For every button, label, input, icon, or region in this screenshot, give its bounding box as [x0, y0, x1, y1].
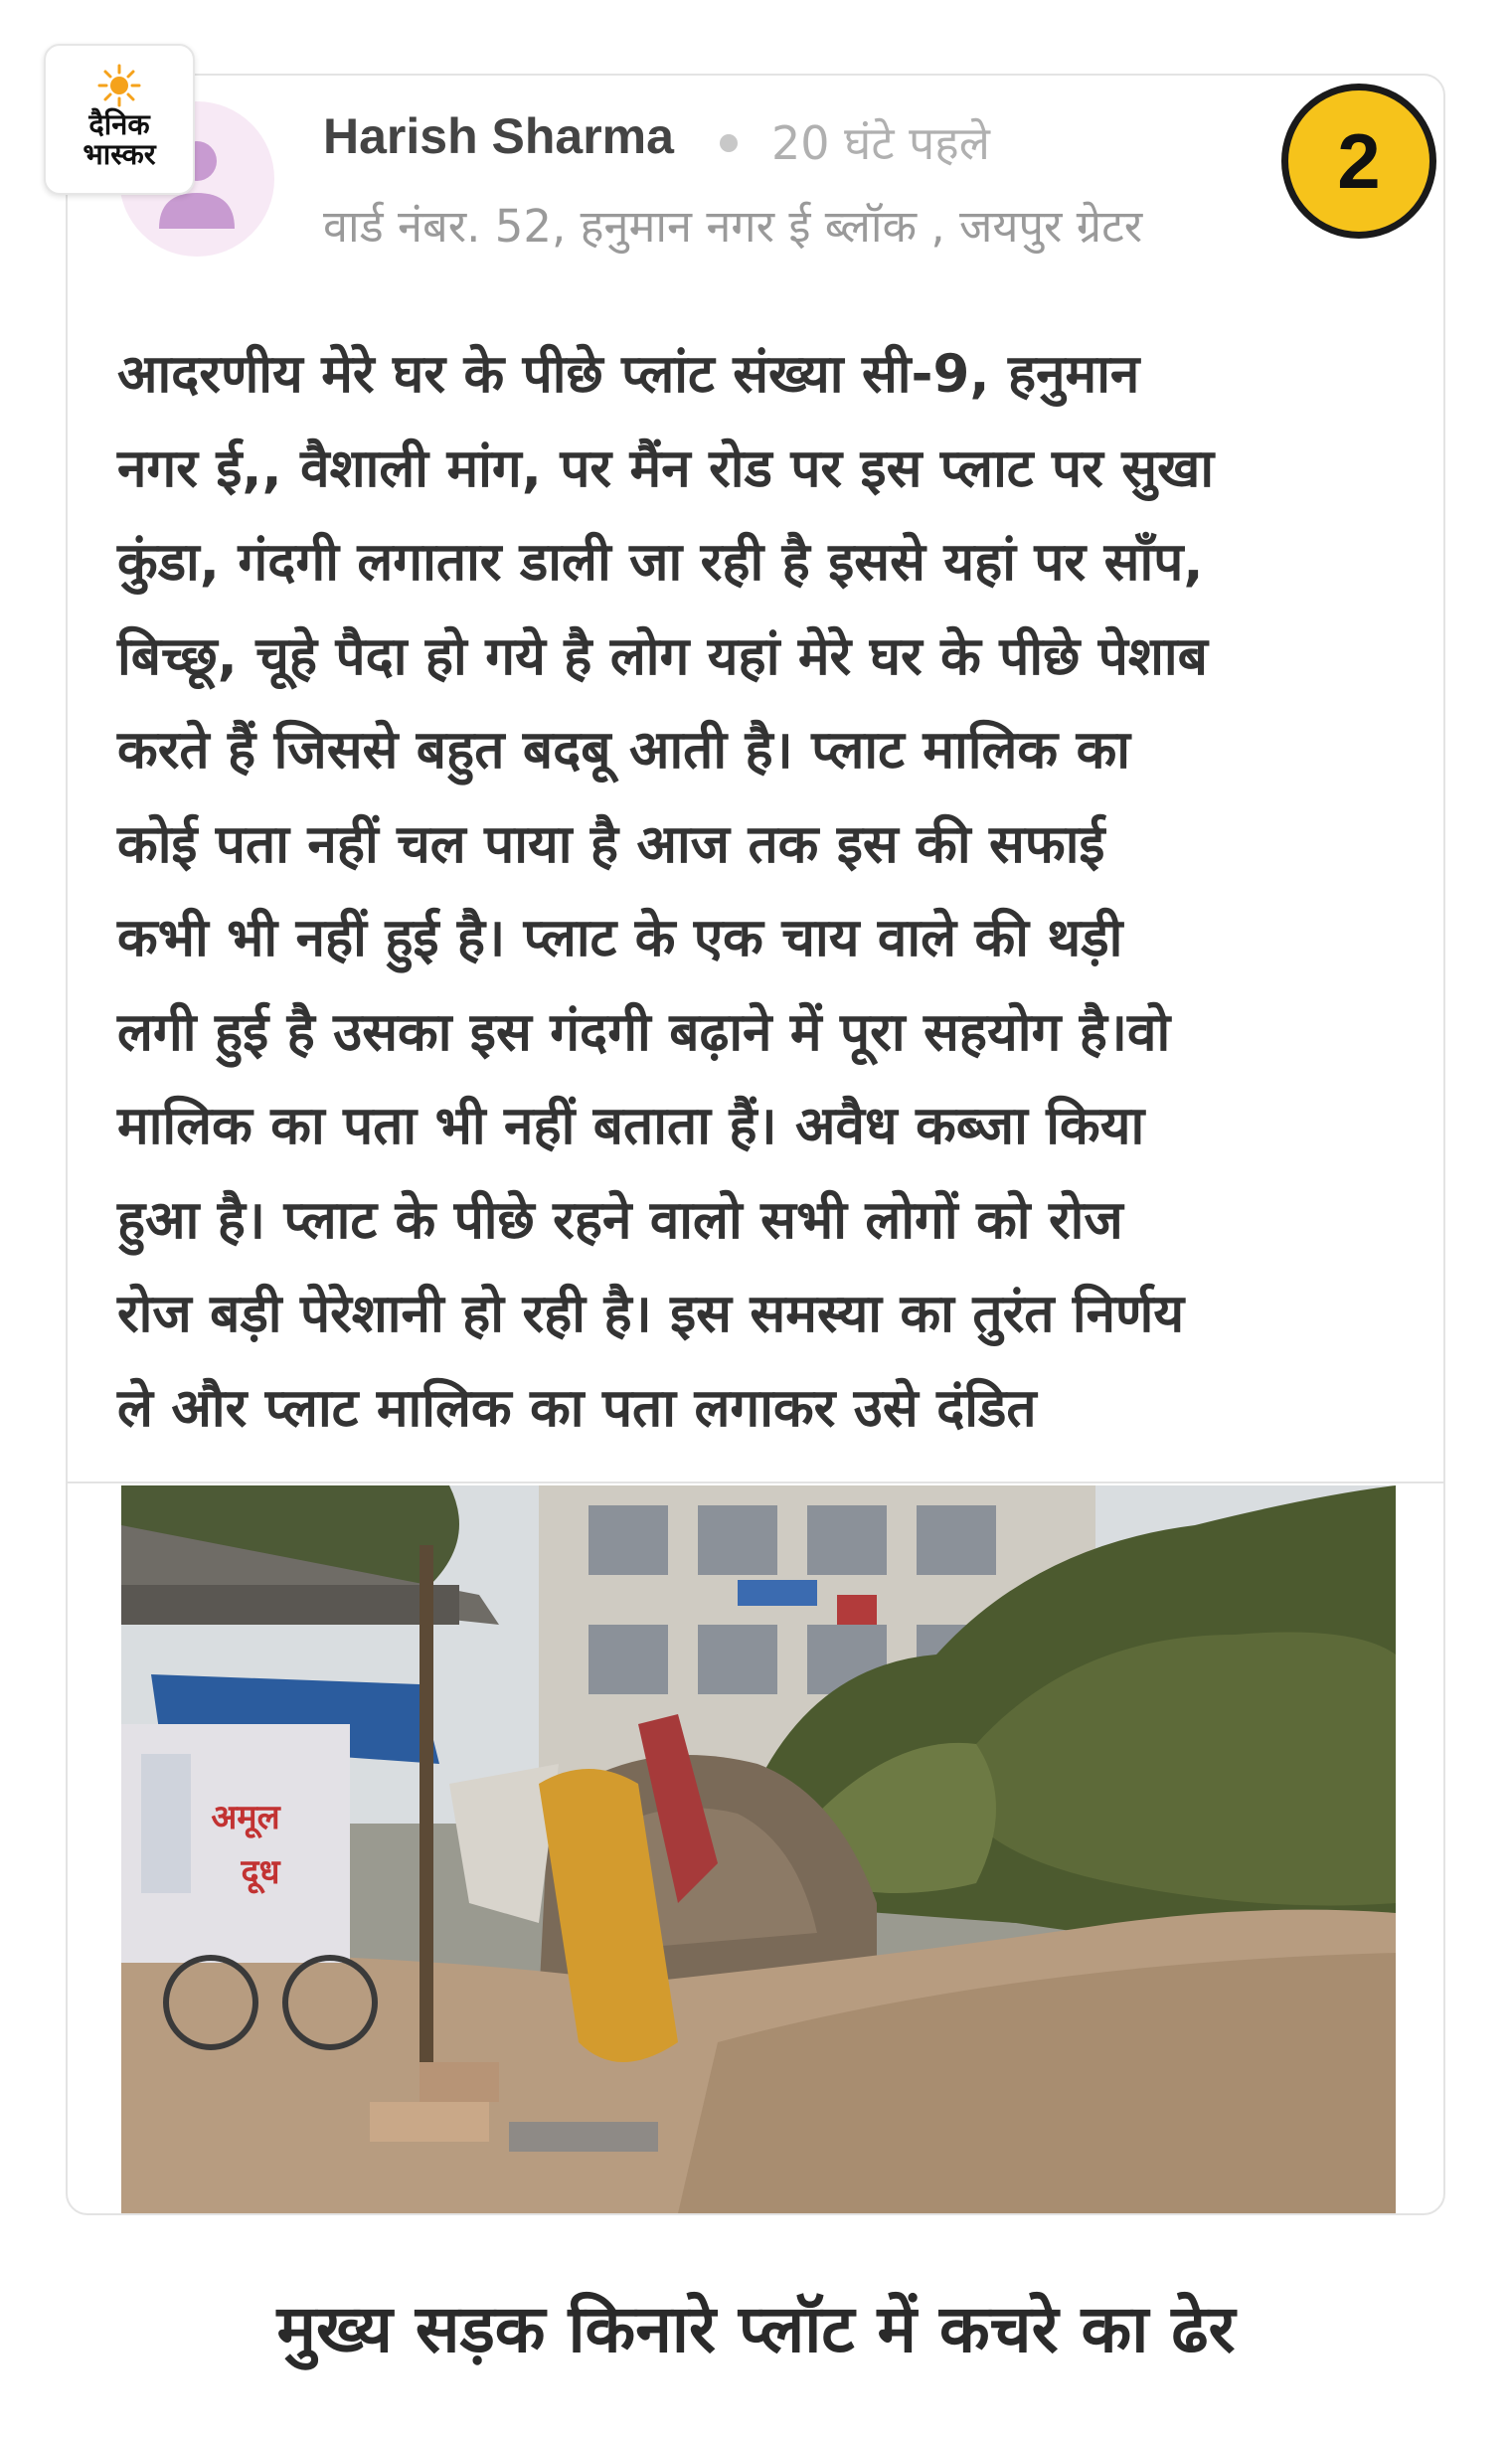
- number-badge: 2: [1281, 84, 1436, 239]
- post-text: आदरणीय मेरे घर के पीछे प्लांट संख्या सी-9, हनुमान नगर ई,, वैशाली मांग, पर मैंन रोड पर इस प्लाट पर सुखा कुंडा, गंदगी लगातार डाली जा रही है इससे यहां पर साँप, बिच्छू, चूहे पैदा हो गये है लोग यहां मेरे घर के पीछे पेशाब करते हैं जिससे बहुत बदबू आती है। प्लाट मालिक का कोई पता नहीं चल पाया है आज तक इस की सफाई कभी भी नहीं हुई है। प्लाट के एक चाय वाले की थड़ी लगी हुई है उसका इस गंदगी बढ़ाने में पूरा सहयोग है।वो मालिक का पता भी नहीं बताता हैं। अवैध कब्जा किया हुआ है। प्लाट के पीछे रहने वालो सभी लोगों को रोज रोज बड़ी पेरेशानी हो रही है। इस समस्या का तुरंत निर्णय ले और प्लाट मालिक का पता लगाकर उसे दंडित: [117, 344, 1215, 1439]
- sun-icon: [97, 64, 141, 107]
- photo-scene: [121, 1485, 1396, 2213]
- cart-sign-line-2: दूध: [241, 1852, 280, 1892]
- post-time: 20 घंटे पहले: [771, 116, 990, 170]
- author-name[interactable]: Harish Sharma: [323, 108, 674, 164]
- logo-wordmark: [83, 109, 155, 169]
- logo-line-2: भास्कर: [83, 137, 156, 171]
- image-caption: मुख्य सड़क किनारे प्लॉट में कचरे का ढेर: [276, 2291, 1236, 2367]
- separator-dot: [720, 134, 738, 152]
- cart-sign-line-1: अमूल: [211, 1798, 280, 1837]
- dainik-bhaskar-logo: [44, 44, 195, 195]
- post-location: वार्ड नंबर. 52, हनुमान नगर ई ब्लॉक , जयपुर ग्रेटर: [323, 200, 1143, 253]
- post-photo[interactable]: [121, 1485, 1396, 2213]
- logo-line-1: दैनिक: [88, 107, 150, 141]
